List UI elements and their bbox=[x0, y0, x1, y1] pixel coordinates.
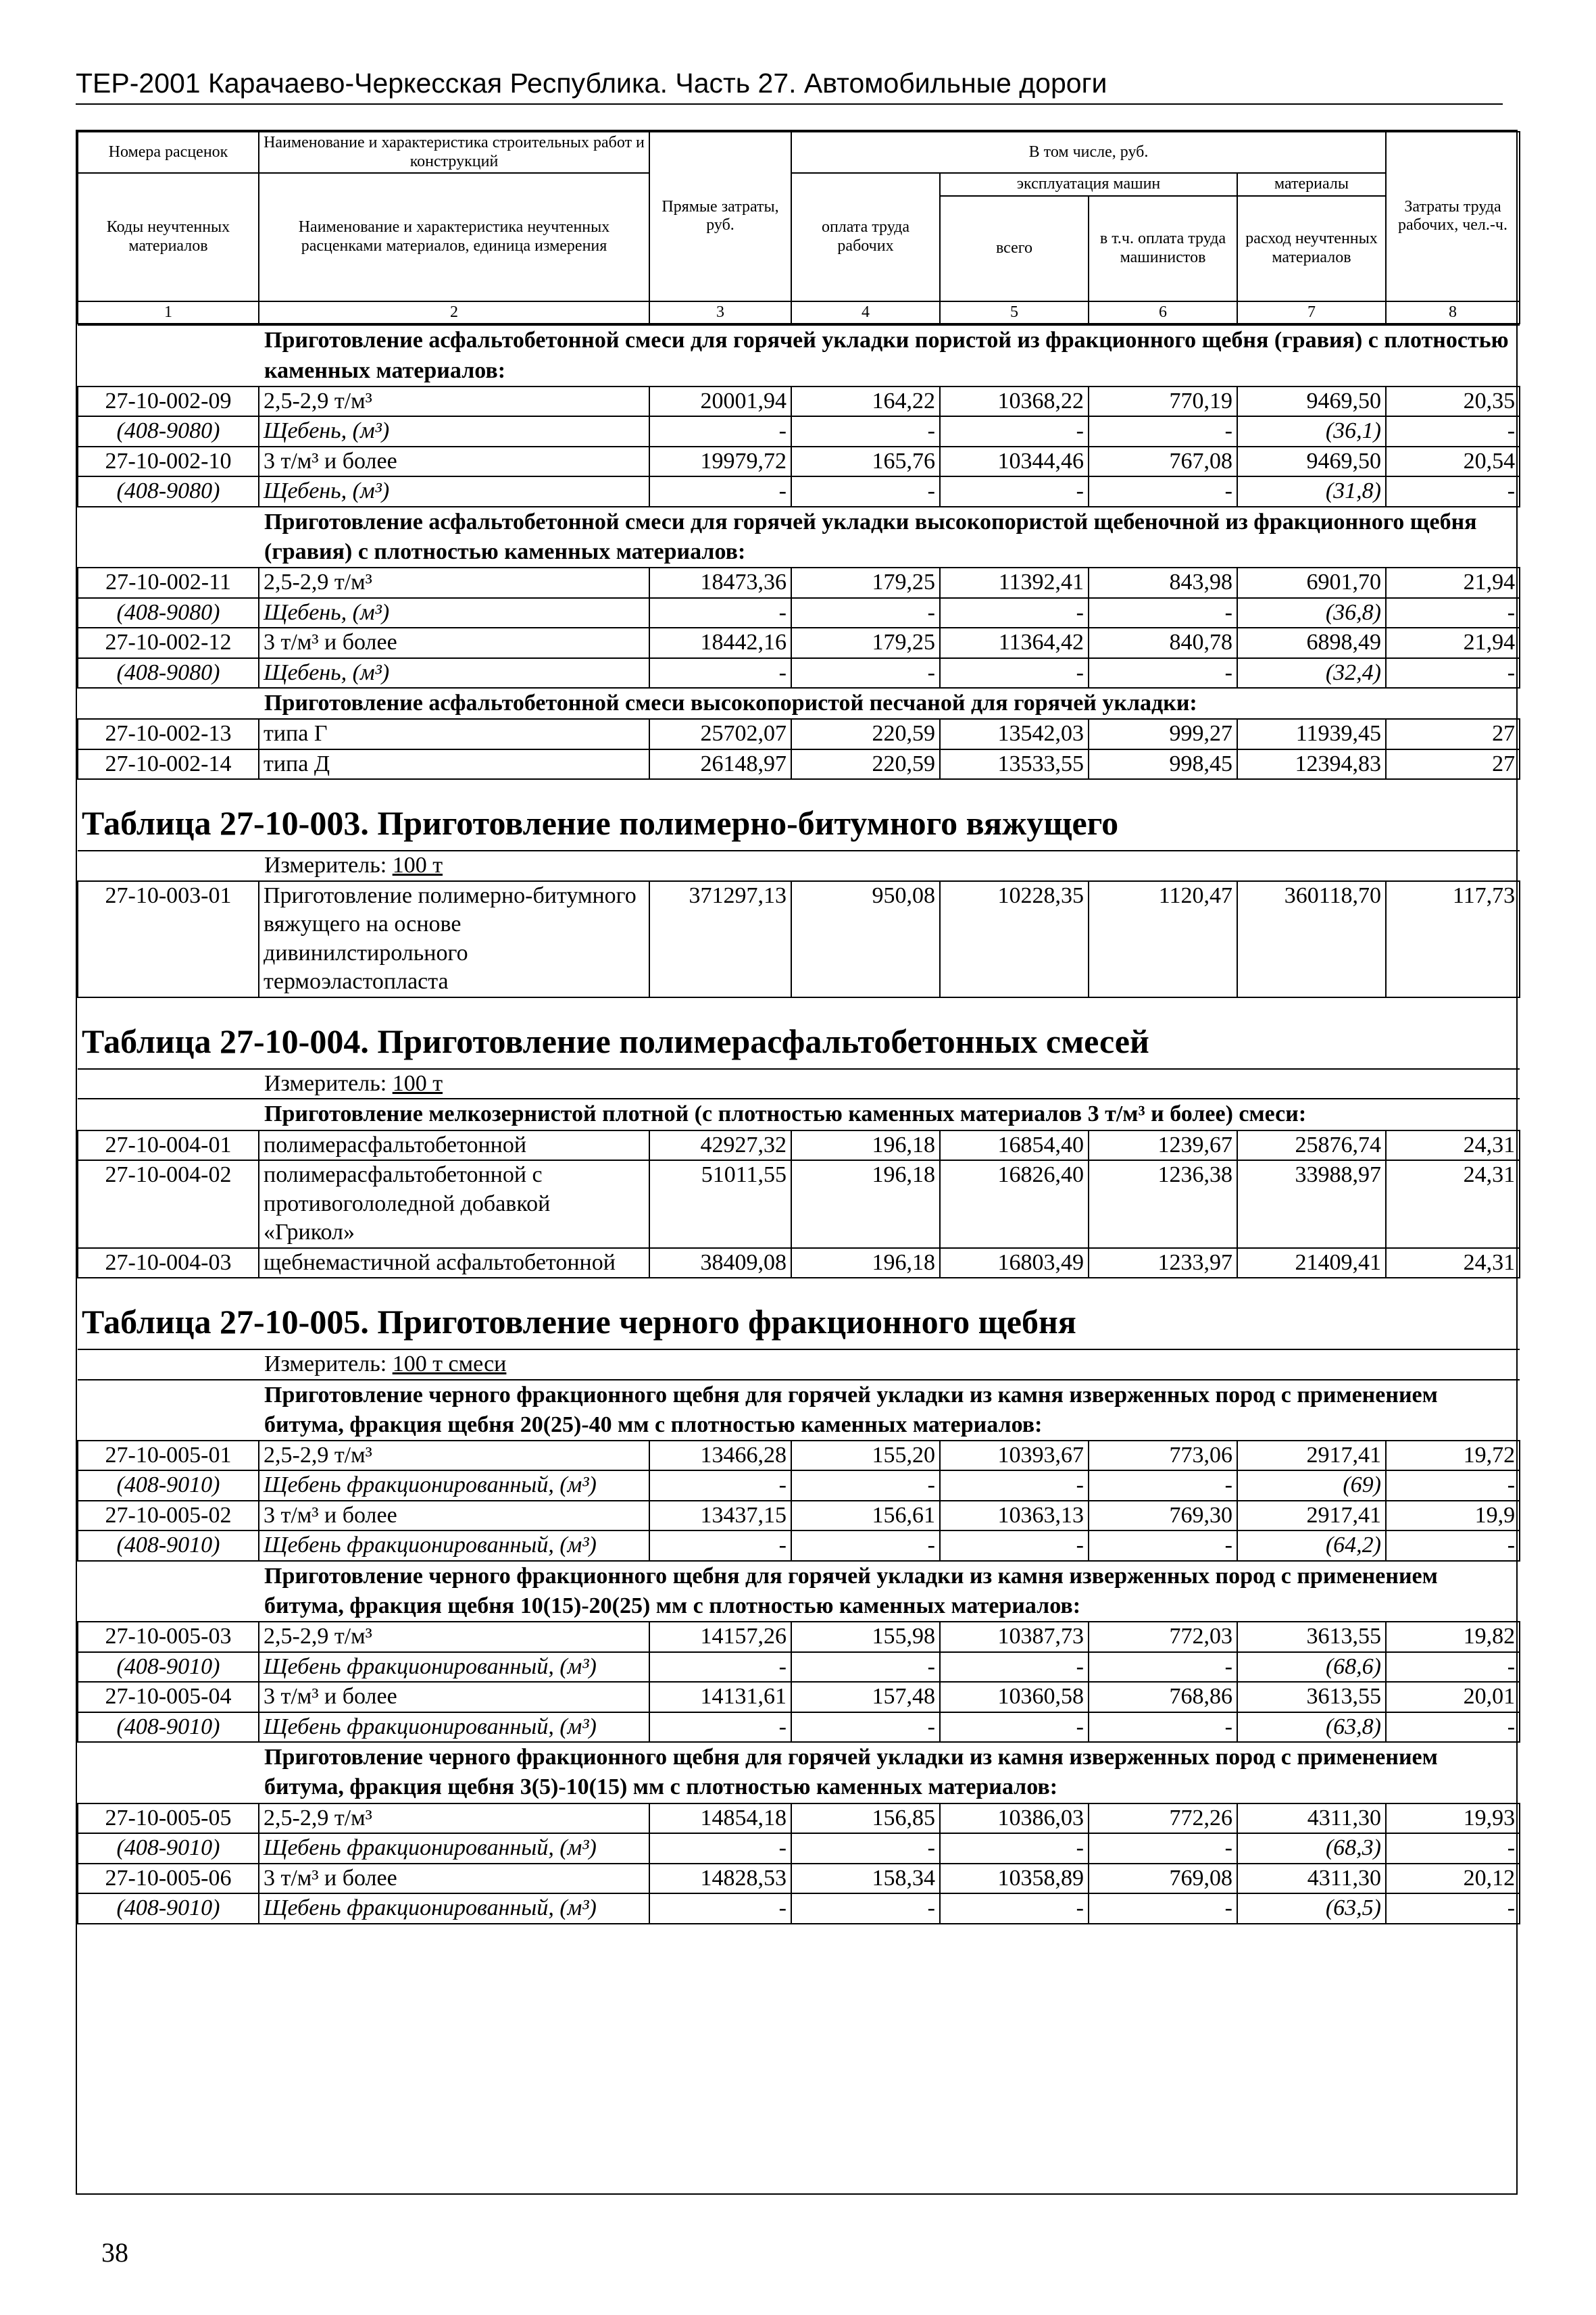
work-name: 3 т/м³ и более bbox=[259, 1864, 649, 1894]
measure-label: Измеритель: bbox=[264, 1070, 387, 1096]
value-c4: - bbox=[791, 1530, 940, 1561]
value-c3: 26148,97 bbox=[649, 749, 791, 780]
measure-unit bbox=[78, 851, 1520, 881]
materials-head: материалы bbox=[1237, 173, 1386, 196]
value-c6: 1239,67 bbox=[1089, 1130, 1237, 1161]
value-c3: - bbox=[649, 1712, 791, 1743]
table-title: Таблица 27-10-004. Приготовление полимерасфальтобетонных смесей bbox=[78, 997, 1520, 1069]
value-c4: 158,34 bbox=[791, 1864, 940, 1894]
value-c4: 155,98 bbox=[791, 1622, 940, 1652]
material-code: (408-9010) bbox=[78, 1652, 259, 1683]
value-c5: - bbox=[940, 416, 1089, 447]
value-c3: 51011,55 bbox=[649, 1160, 791, 1248]
value-c5: 10368,22 bbox=[940, 387, 1089, 417]
value-c4: 950,08 bbox=[791, 881, 940, 997]
value-c6: 768,86 bbox=[1089, 1682, 1237, 1712]
section-heading: Приготовление черного фракционного щебня для горячей укладки из камня изверженных пород с применением битума, фракция щебня 10(15)-20(25) мм с плотностью каменных материалов: bbox=[78, 1561, 1520, 1622]
value-c3: 371297,13 bbox=[649, 881, 791, 997]
value-c4: 179,25 bbox=[791, 628, 940, 658]
value-c5: 10387,73 bbox=[940, 1622, 1089, 1652]
rate-code: 27-10-004-02 bbox=[78, 1160, 259, 1248]
rate-row bbox=[78, 881, 1520, 997]
rates-body bbox=[77, 324, 1520, 1924]
value-c3: - bbox=[649, 1530, 791, 1561]
value-c6: - bbox=[1089, 658, 1237, 689]
section-heading: Приготовление черного фракционного щебня для горячей укладки из камня изверженных пород с применением битума, фракция щебня 20(25)-40 мм с плотностью каменных материалов: bbox=[78, 1380, 1520, 1441]
value-c3: - bbox=[649, 476, 791, 507]
value-c3: 19979,72 bbox=[649, 447, 791, 477]
value-c5: 13542,03 bbox=[940, 719, 1089, 749]
value-c4: - bbox=[791, 1893, 940, 1924]
work-name: типа Г bbox=[259, 719, 649, 749]
value-c5: 10360,58 bbox=[940, 1682, 1089, 1712]
material-row bbox=[78, 1833, 1520, 1864]
value-c6: 840,78 bbox=[1089, 628, 1237, 658]
value-c4: - bbox=[791, 1712, 940, 1743]
table-title: Таблица 27-10-003. Приготовление полимерно-битумного вяжущего bbox=[78, 779, 1520, 851]
value-c6: - bbox=[1089, 1470, 1237, 1501]
section-heading-row bbox=[78, 688, 1520, 719]
measure-value: 100 т смеси bbox=[392, 1351, 507, 1376]
value-c7: 9469,50 bbox=[1237, 387, 1386, 417]
measure-value: 100 т bbox=[392, 1070, 443, 1096]
value-c4: - bbox=[791, 476, 940, 507]
incl-head: В том числе, руб. bbox=[791, 132, 1386, 173]
value-c6: 772,26 bbox=[1089, 1803, 1237, 1834]
value-c7: (36,8) bbox=[1237, 598, 1386, 628]
value-c3: 38409,08 bbox=[649, 1248, 791, 1278]
running-header: ТЕР-2001 Карачаево-Черкесская Республика. Часть 27. Автомобильные дороги bbox=[76, 68, 1503, 105]
value-c4: - bbox=[791, 416, 940, 447]
value-c3: 18473,36 bbox=[649, 568, 791, 598]
value-c8: 19,72 bbox=[1386, 1441, 1520, 1471]
rate-row bbox=[78, 387, 1520, 417]
material-name: Щебень фракционированный, (м³) bbox=[259, 1530, 649, 1561]
value-c8: 21,94 bbox=[1386, 568, 1520, 598]
value-c5: 13533,55 bbox=[940, 749, 1089, 780]
value-c4: - bbox=[791, 598, 940, 628]
col8-head: Затраты труда рабочих, чел.-ч. bbox=[1386, 132, 1520, 301]
table-title-row bbox=[78, 1278, 1520, 1349]
table-title-row bbox=[78, 997, 1520, 1069]
value-c5: - bbox=[940, 476, 1089, 507]
value-c7: 360118,70 bbox=[1237, 881, 1386, 997]
material-name: Щебень фракционированный, (м³) bbox=[259, 1893, 649, 1924]
measure-unit-row bbox=[78, 851, 1520, 881]
material-code: (408-9010) bbox=[78, 1833, 259, 1864]
value-c7: 3613,55 bbox=[1237, 1682, 1386, 1712]
value-c4: 220,59 bbox=[791, 719, 940, 749]
work-name: 3 т/м³ и более bbox=[259, 447, 649, 477]
value-c5: - bbox=[940, 1893, 1089, 1924]
value-c7: (64,2) bbox=[1237, 1530, 1386, 1561]
value-c8: 21,94 bbox=[1386, 628, 1520, 658]
rate-row bbox=[78, 1622, 1520, 1652]
colnum: 4 bbox=[791, 301, 940, 324]
value-c8: - bbox=[1386, 1833, 1520, 1864]
rate-code: 27-10-002-14 bbox=[78, 749, 259, 780]
value-c4: 179,25 bbox=[791, 568, 940, 598]
value-c8: 19,93 bbox=[1386, 1803, 1520, 1834]
section-heading-row bbox=[78, 1742, 1520, 1803]
value-c5: - bbox=[940, 1652, 1089, 1683]
value-c7: 12394,83 bbox=[1237, 749, 1386, 780]
rate-code: 27-10-005-05 bbox=[78, 1803, 259, 1834]
value-c6: 998,45 bbox=[1089, 749, 1237, 780]
value-c3: 42927,32 bbox=[649, 1130, 791, 1161]
table-title: Таблица 27-10-005. Приготовление черного фракционного щебня bbox=[78, 1278, 1520, 1349]
material-row bbox=[78, 658, 1520, 689]
value-c7: 2917,41 bbox=[1237, 1501, 1386, 1531]
col7-head: расход неучтенных материалов bbox=[1237, 196, 1386, 301]
value-c3: 25702,07 bbox=[649, 719, 791, 749]
work-name: полимерасфальтобетонной bbox=[259, 1130, 649, 1161]
section-heading-row bbox=[78, 325, 1520, 386]
rate-code: 27-10-002-09 bbox=[78, 387, 259, 417]
rate-row bbox=[78, 719, 1520, 749]
material-name: Щебень, (м³) bbox=[259, 416, 649, 447]
value-c4: 220,59 bbox=[791, 749, 940, 780]
value-c7: (68,3) bbox=[1237, 1833, 1386, 1864]
value-c4: 196,18 bbox=[791, 1160, 940, 1248]
rate-code: 27-10-005-02 bbox=[78, 1501, 259, 1531]
value-c3: 13437,15 bbox=[649, 1501, 791, 1531]
value-c8: - bbox=[1386, 416, 1520, 447]
col6-head: в т.ч. оплата труда машинистов bbox=[1089, 196, 1237, 301]
work-name: 2,5-2,9 т/м³ bbox=[259, 387, 649, 417]
rate-row bbox=[78, 568, 1520, 598]
column-header bbox=[77, 131, 1520, 324]
work-name: 2,5-2,9 т/м³ bbox=[259, 1622, 649, 1652]
rate-code: 27-10-002-11 bbox=[78, 568, 259, 598]
value-c3: - bbox=[649, 1470, 791, 1501]
material-row bbox=[78, 1530, 1520, 1561]
value-c3: - bbox=[649, 416, 791, 447]
rate-row bbox=[78, 1803, 1520, 1834]
value-c6: - bbox=[1089, 1893, 1237, 1924]
value-c7: (68,6) bbox=[1237, 1652, 1386, 1683]
rate-code: 27-10-004-03 bbox=[78, 1248, 259, 1278]
value-c3: 14828,53 bbox=[649, 1864, 791, 1894]
work-name: 2,5-2,9 т/м³ bbox=[259, 568, 649, 598]
material-name: Щебень, (м³) bbox=[259, 658, 649, 689]
rate-code: 27-10-005-04 bbox=[78, 1682, 259, 1712]
value-c4: 196,18 bbox=[791, 1130, 940, 1161]
material-code: (408-9080) bbox=[78, 598, 259, 628]
section-heading: Приготовление черного фракционного щебня для горячей укладки из камня изверженных пород с применением битума, фракция щебня 3(5)-10(15) мм с плотностью каменных материалов: bbox=[78, 1742, 1520, 1803]
material-name: Щебень, (м³) bbox=[259, 598, 649, 628]
value-c8: - bbox=[1386, 1530, 1520, 1561]
value-c3: - bbox=[649, 1652, 791, 1683]
measure-unit-row bbox=[78, 1069, 1520, 1099]
value-c5: 10228,35 bbox=[940, 881, 1089, 997]
rate-row bbox=[78, 749, 1520, 780]
rate-code: 27-10-002-13 bbox=[78, 719, 259, 749]
value-c6: 772,03 bbox=[1089, 1622, 1237, 1652]
rate-code: 27-10-002-12 bbox=[78, 628, 259, 658]
page-number: 38 bbox=[101, 2237, 128, 2268]
value-c3: 13466,28 bbox=[649, 1441, 791, 1471]
colnum: 1 bbox=[78, 301, 259, 324]
material-code: (408-9010) bbox=[78, 1530, 259, 1561]
material-name: Щебень фракционированный, (м³) bbox=[259, 1712, 649, 1743]
value-c7: 2917,41 bbox=[1237, 1441, 1386, 1471]
value-c8: 20,01 bbox=[1386, 1682, 1520, 1712]
value-c8: 20,54 bbox=[1386, 447, 1520, 477]
value-c8: 24,31 bbox=[1386, 1130, 1520, 1161]
value-c6: 1236,38 bbox=[1089, 1160, 1237, 1248]
work-name: полимерасфальтобетонной с противогололедной добавкой «Грикол» bbox=[259, 1160, 649, 1248]
value-c5: 11392,41 bbox=[940, 568, 1089, 598]
value-c8: 24,31 bbox=[1386, 1248, 1520, 1278]
rates-table-frame bbox=[76, 130, 1518, 2195]
value-c3: - bbox=[649, 1893, 791, 1924]
value-c4: 164,22 bbox=[791, 387, 940, 417]
value-c3: 20001,94 bbox=[649, 387, 791, 417]
value-c3: - bbox=[649, 658, 791, 689]
material-code: (408-9080) bbox=[78, 476, 259, 507]
colnum: 6 bbox=[1089, 301, 1237, 324]
rate-row bbox=[78, 1130, 1520, 1161]
value-c6: - bbox=[1089, 1712, 1237, 1743]
material-name: Щебень фракционированный, (м³) bbox=[259, 1470, 649, 1501]
value-c6: 769,08 bbox=[1089, 1864, 1237, 1894]
material-row bbox=[78, 476, 1520, 507]
work-name: 3 т/м³ и более bbox=[259, 1682, 649, 1712]
value-c6: 767,08 bbox=[1089, 447, 1237, 477]
value-c7: 3613,55 bbox=[1237, 1622, 1386, 1652]
section-heading: Приготовление асфальтобетонной смеси для горячей укладки пористой из фракционного щебня (гравия) с плотностью каменных материалов: bbox=[78, 325, 1520, 386]
value-c4: 156,61 bbox=[791, 1501, 940, 1531]
value-c7: 9469,50 bbox=[1237, 447, 1386, 477]
rate-row bbox=[78, 628, 1520, 658]
value-c7: (31,8) bbox=[1237, 476, 1386, 507]
value-c7: 6898,49 bbox=[1237, 628, 1386, 658]
value-c6: - bbox=[1089, 1833, 1237, 1864]
material-name: Щебень фракционированный, (м³) bbox=[259, 1833, 649, 1864]
value-c3: - bbox=[649, 1833, 791, 1864]
value-c7: (69) bbox=[1237, 1470, 1386, 1501]
value-c8: - bbox=[1386, 1893, 1520, 1924]
value-c4: 157,48 bbox=[791, 1682, 940, 1712]
value-c8: - bbox=[1386, 598, 1520, 628]
section-heading: Приготовление мелкозернистой плотной (с плотностью каменных материалов 3 т/м³ и более) смеси: bbox=[78, 1099, 1520, 1130]
work-name: Приготовление полимерно-битумного вяжущего на основе дивинилстирольного термоэластопласта bbox=[259, 881, 649, 997]
machines-head: эксплуатация машин bbox=[940, 173, 1237, 196]
rate-row bbox=[78, 1682, 1520, 1712]
col1-head-b: Коды неучтенных материалов bbox=[78, 173, 259, 301]
col3-head: Прямые затраты, руб. bbox=[649, 132, 791, 301]
rate-code: 27-10-004-01 bbox=[78, 1130, 259, 1161]
value-c5: 10386,03 bbox=[940, 1803, 1089, 1834]
value-c8: 20,35 bbox=[1386, 387, 1520, 417]
material-code: (408-9010) bbox=[78, 1470, 259, 1501]
value-c6: - bbox=[1089, 1530, 1237, 1561]
value-c8: - bbox=[1386, 658, 1520, 689]
value-c3: 18442,16 bbox=[649, 628, 791, 658]
value-c6: 769,30 bbox=[1089, 1501, 1237, 1531]
value-c3: 14157,26 bbox=[649, 1622, 791, 1652]
value-c5: 10393,67 bbox=[940, 1441, 1089, 1471]
value-c6: 1233,97 bbox=[1089, 1248, 1237, 1278]
value-c5: 10358,89 bbox=[940, 1864, 1089, 1894]
value-c7: (36,1) bbox=[1237, 416, 1386, 447]
material-code: (408-9010) bbox=[78, 1712, 259, 1743]
value-c6: 770,19 bbox=[1089, 387, 1237, 417]
value-c8: 27 bbox=[1386, 749, 1520, 780]
section-heading: Приготовление асфальтобетонной смеси для горячей укладки высокопористой щебеночной из фракционного щебня (гравия) с плотностью каменных материалов: bbox=[78, 507, 1520, 568]
rate-row bbox=[78, 1441, 1520, 1471]
work-name: типа Д bbox=[259, 749, 649, 780]
measure-unit bbox=[78, 1349, 1520, 1380]
value-c4: - bbox=[791, 658, 940, 689]
work-name: 3 т/м³ и более bbox=[259, 1501, 649, 1531]
col5-head: всего bbox=[940, 196, 1089, 301]
value-c5: 11364,42 bbox=[940, 628, 1089, 658]
section-heading: Приготовление асфальтобетонной смеси высокопористой песчаной для горячей укладки: bbox=[78, 688, 1520, 719]
value-c4: 155,20 bbox=[791, 1441, 940, 1471]
rate-row bbox=[78, 1160, 1520, 1248]
value-c8: 117,73 bbox=[1386, 881, 1520, 997]
rate-row bbox=[78, 1248, 1520, 1278]
value-c4: - bbox=[791, 1652, 940, 1683]
value-c8: - bbox=[1386, 1470, 1520, 1501]
material-name: Щебень фракционированный, (м³) bbox=[259, 1652, 649, 1683]
colnum: 5 bbox=[940, 301, 1089, 324]
value-c6: - bbox=[1089, 416, 1237, 447]
work-name: 3 т/м³ и более bbox=[259, 628, 649, 658]
table-title-row bbox=[78, 779, 1520, 851]
value-c5: - bbox=[940, 658, 1089, 689]
rate-row bbox=[78, 1501, 1520, 1531]
col2-head-b: Наименование и характеристика неучтенных расценками материалов, единица измерения bbox=[259, 173, 649, 301]
colnum: 7 bbox=[1237, 301, 1386, 324]
value-c7: 11939,45 bbox=[1237, 719, 1386, 749]
material-row bbox=[78, 416, 1520, 447]
value-c6: 999,27 bbox=[1089, 719, 1237, 749]
value-c5: 16803,49 bbox=[940, 1248, 1089, 1278]
value-c4: - bbox=[791, 1833, 940, 1864]
column-numbers bbox=[78, 301, 1520, 324]
work-name: 2,5-2,9 т/м³ bbox=[259, 1441, 649, 1471]
section-heading-row bbox=[78, 1099, 1520, 1130]
value-c6: 843,98 bbox=[1089, 568, 1237, 598]
value-c7: 4311,30 bbox=[1237, 1864, 1386, 1894]
measure-unit bbox=[78, 1069, 1520, 1099]
value-c8: - bbox=[1386, 1712, 1520, 1743]
col4-head: оплата труда рабочих bbox=[791, 173, 940, 301]
value-c8: - bbox=[1386, 476, 1520, 507]
value-c3: 14854,18 bbox=[649, 1803, 791, 1834]
value-c7: 25876,74 bbox=[1237, 1130, 1386, 1161]
material-row bbox=[78, 1652, 1520, 1683]
rate-code: 27-10-002-10 bbox=[78, 447, 259, 477]
measure-label: Измеритель: bbox=[264, 853, 387, 878]
rate-row bbox=[78, 1864, 1520, 1894]
value-c3: 14131,61 bbox=[649, 1682, 791, 1712]
value-c5: - bbox=[940, 1833, 1089, 1864]
col2-head-a: Наименование и характеристика строительных работ и конструкций bbox=[259, 132, 649, 173]
value-c8: 19,82 bbox=[1386, 1622, 1520, 1652]
work-name: 2,5-2,9 т/м³ bbox=[259, 1803, 649, 1834]
section-heading-row bbox=[78, 507, 1520, 568]
value-c8: 24,31 bbox=[1386, 1160, 1520, 1248]
section-heading-row bbox=[78, 1380, 1520, 1441]
value-c4: 165,76 bbox=[791, 447, 940, 477]
rate-code: 27-10-005-01 bbox=[78, 1441, 259, 1471]
value-c5: - bbox=[940, 1530, 1089, 1561]
colnum: 8 bbox=[1386, 301, 1520, 324]
col1-head-a: Номера расценок bbox=[78, 132, 259, 173]
measure-label: Измеритель: bbox=[264, 1351, 387, 1376]
material-code: (408-9080) bbox=[78, 658, 259, 689]
value-c7: 4311,30 bbox=[1237, 1803, 1386, 1834]
value-c7: 33988,97 bbox=[1237, 1160, 1386, 1248]
material-name: Щебень, (м³) bbox=[259, 476, 649, 507]
value-c5: - bbox=[940, 1470, 1089, 1501]
value-c4: - bbox=[791, 1470, 940, 1501]
value-c6: 773,06 bbox=[1089, 1441, 1237, 1471]
value-c8: 20,12 bbox=[1386, 1864, 1520, 1894]
value-c5: 10344,46 bbox=[940, 447, 1089, 477]
section-heading-row bbox=[78, 1561, 1520, 1622]
value-c7: 21409,41 bbox=[1237, 1248, 1386, 1278]
work-name: щебнемастичной асфальтобетонной bbox=[259, 1248, 649, 1278]
value-c8: 27 bbox=[1386, 719, 1520, 749]
value-c6: - bbox=[1089, 1652, 1237, 1683]
value-c3: - bbox=[649, 598, 791, 628]
value-c6: - bbox=[1089, 598, 1237, 628]
value-c7: (32,4) bbox=[1237, 658, 1386, 689]
value-c7: (63,5) bbox=[1237, 1893, 1386, 1924]
value-c6: - bbox=[1089, 476, 1237, 507]
colnum: 2 bbox=[259, 301, 649, 324]
material-code: (408-9010) bbox=[78, 1893, 259, 1924]
rate-code: 27-10-003-01 bbox=[78, 881, 259, 997]
value-c5: 16826,40 bbox=[940, 1160, 1089, 1248]
colnum: 3 bbox=[649, 301, 791, 324]
rate-code: 27-10-005-03 bbox=[78, 1622, 259, 1652]
value-c8: 19,9 bbox=[1386, 1501, 1520, 1531]
material-row bbox=[78, 1893, 1520, 1924]
measure-unit-row bbox=[78, 1349, 1520, 1380]
value-c7: 6901,70 bbox=[1237, 568, 1386, 598]
rate-row bbox=[78, 447, 1520, 477]
value-c6: 1120,47 bbox=[1089, 881, 1237, 997]
value-c4: 156,85 bbox=[791, 1803, 940, 1834]
value-c5: 10363,13 bbox=[940, 1501, 1089, 1531]
material-code: (408-9080) bbox=[78, 416, 259, 447]
value-c5: - bbox=[940, 598, 1089, 628]
rate-code: 27-10-005-06 bbox=[78, 1864, 259, 1894]
measure-value: 100 т bbox=[392, 853, 443, 878]
material-row bbox=[78, 1470, 1520, 1501]
value-c5: 16854,40 bbox=[940, 1130, 1089, 1161]
value-c7: (63,8) bbox=[1237, 1712, 1386, 1743]
value-c5: - bbox=[940, 1712, 1089, 1743]
material-row bbox=[78, 1712, 1520, 1743]
value-c8: - bbox=[1386, 1652, 1520, 1683]
material-row bbox=[78, 598, 1520, 628]
value-c4: 196,18 bbox=[791, 1248, 940, 1278]
